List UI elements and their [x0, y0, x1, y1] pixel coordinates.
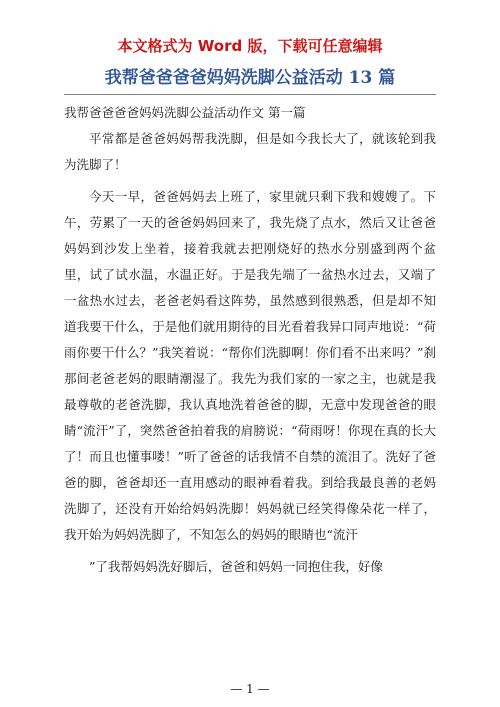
page-number: — 1 —	[230, 682, 270, 696]
article-subtitle: 我帮爸爸爸爸妈妈洗脚公益活动作文 第一篇	[64, 105, 306, 120]
paragraph: 今天一早，爸爸妈妈去上班了，家里就只剩下我和嫂嫂了。下午，劳累了一天的爸爸妈妈回来了，我先烧了点水，然后又让爸爸妈妈到沙发上坐着，接着我就去把刚烧好的热水分别盛到两个盆里，试了试水温，水温正好。于是我先端了一盆热水过去，又端了一盆热水过去，老爸老妈看这阵势，虽然感到很熟悉，但是却不知道我要干什么，于是他们就用期待的目光看着我异口同声地说：“荷雨你要干什么？”我笑着说：“帮你们洗脚啊！你们看不出来吗？”刹那间老爸老妈的眼睛潮湿了。我先为我们家的一家之主，也就是我最尊敬的老爸洗脚，我认真地洗着爸爸的脚，无意中发现爸爸的眼睛“流汗”了，突然爸爸拍着我的肩膀说：“荷雨呀！你现在真的长大了！而且也懂事喽！”听了爸爸的话我情不自禁的流泪了。洗好了爸爸的脚，爸爸却还一直用感动的眼神看着我。到给我最良善的老妈洗脚了，还没有开始给妈妈洗脚！妈妈就已经笑得像朵花一样了，我开始为妈妈洗脚了，不知怎么的妈妈的眼睛也“流汗	[64, 189, 436, 542]
document-title: 我帮爸爸爸爸妈妈洗脚公益活动 13 篇	[104, 68, 396, 88]
paragraph: ”了我帮妈妈洗好脚后，爸爸和妈妈一同抱住我，好像	[89, 559, 383, 574]
document-body	[64, 100, 436, 586]
format-banner: 本文格式为 Word 版，下载可任意编辑	[117, 37, 383, 55]
title-divider	[64, 94, 436, 95]
paragraph: 平常都是爸爸妈妈帮我洗脚，但是如今我长大了，就该轮到我为洗脚了！	[64, 131, 436, 172]
